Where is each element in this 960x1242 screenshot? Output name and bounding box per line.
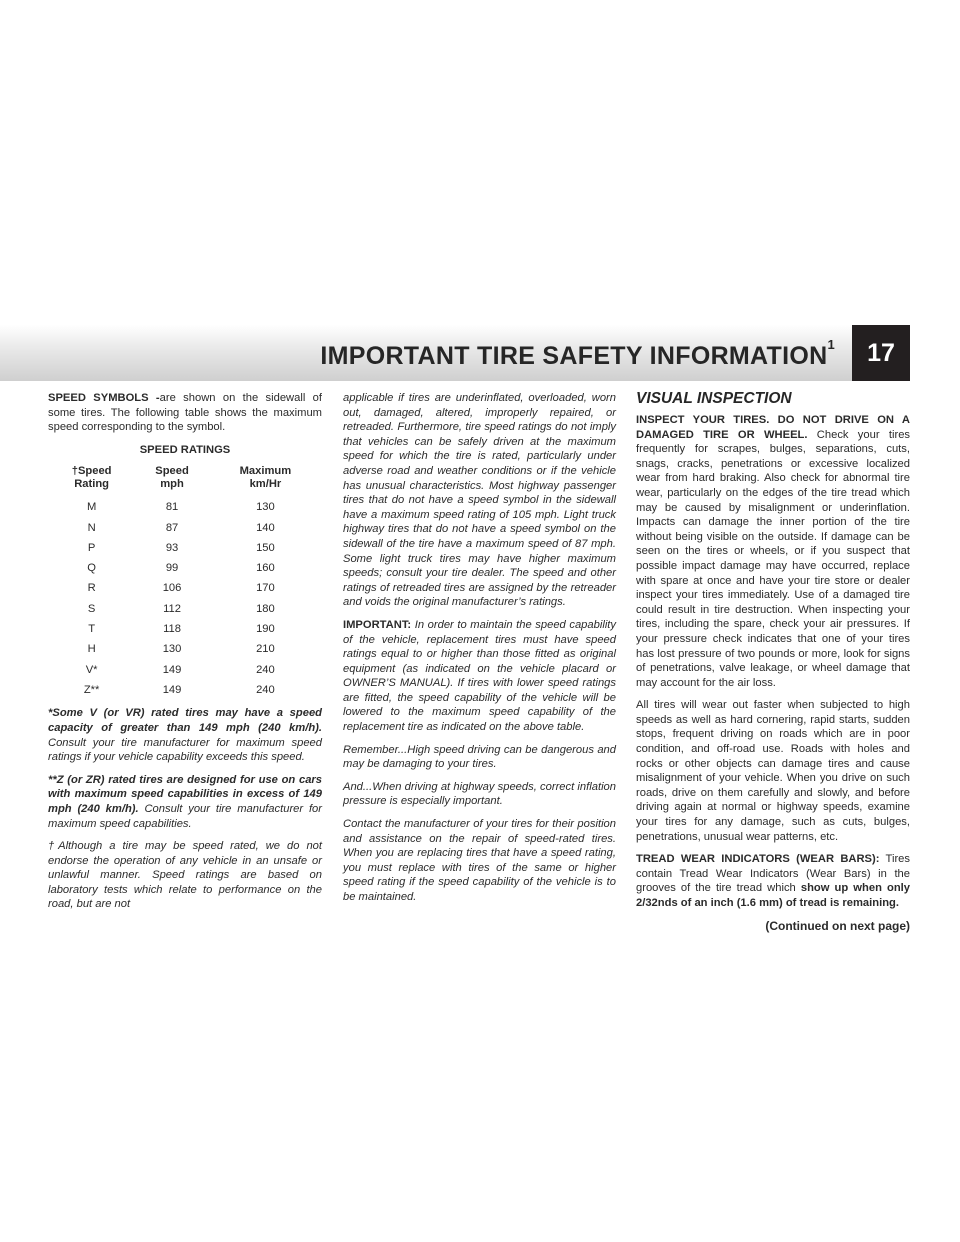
table-cell: 130 xyxy=(256,501,275,514)
table-cell: Z** xyxy=(83,683,100,696)
footnote-marker: 1 xyxy=(827,336,835,352)
table-cell: 210 xyxy=(256,643,275,656)
tread-wear-text: Tires contain Tread Wear Indicators (Wear Bars) in the grooves of the tire tread which xyxy=(636,853,910,895)
speed-rating-disclaimer: applicable if tires are underinflated, overloaded, worn out, damaged, altered, improperly repaired, or retreaded. Furthermore, tire speed ratings do not imply that vehicles can be safely driven at the maximum speed for which the tire is rated, particularly under adverse road and weather conditions or if the vehicle has unusual characteristics. Most highway passenger tires that do not have a speed symbol in the sidewall have a maximum speed rating of 105 mph. Light truck highway tires that do not have a speed symbol on the sidewall of the tire have a maximum speed of 87 mph. Some light truck tires may have higher maximum speeds; consult your tire dealer. The speed and other ratings of retreaded tires are assigned by the retreader and voids the original manufacturer’s ratings. xyxy=(343,392,616,609)
table-cell: 112 xyxy=(163,602,181,615)
table-cell: 240 xyxy=(256,663,275,676)
table-row xyxy=(48,558,322,578)
table-cell: 150 xyxy=(256,541,275,554)
column-header xyxy=(209,465,322,497)
table-cell: 160 xyxy=(256,562,275,575)
speed-symbols-text: are shown on the sidewall of some tires. The following table shows the maximum speed corresponding to the symbol. xyxy=(48,392,322,434)
table-cell: S xyxy=(87,602,96,615)
table-cell: R xyxy=(87,582,96,595)
table-body xyxy=(48,497,322,700)
note-v-rated xyxy=(48,706,322,764)
table-cell: V* xyxy=(85,663,98,676)
table-cell: H xyxy=(87,643,96,656)
table-cell: 130 xyxy=(162,643,182,656)
table-row xyxy=(48,579,322,599)
column-header-line: Speed xyxy=(155,465,189,478)
inspect-bold: INSPECT YOUR TIRES. DO NOT DRIVE ON A DAMAGED TIRE OR WHEEL. xyxy=(636,414,910,441)
table-cell: 81 xyxy=(165,501,179,514)
note-z-rated-text: Consult your tire manufacturer for maximum speed capabilities. xyxy=(48,802,323,830)
table-cell: 106 xyxy=(162,582,182,595)
speed-ratings-title: SPEED RATINGS xyxy=(139,443,231,456)
wear-paragraph: All tires will wear out faster when subjected to high speeds as well as hard cornering, rapid starts, sudden stops, frequent driving on roads which are in poor condition, and off-road use. Roads with holes and rocks or other objects can damage tires and cause misalignment of your vehicle. When you drive on such roads, drive on them carefully and slowly, and before driving again at normal or highway speeds, examine your tires for any damage, such as cuts, bulges, penetrations, unusual wear patterns, etc. xyxy=(636,699,910,843)
visual-inspection-heading: VISUAL INSPECTION xyxy=(636,390,792,407)
tread-wear-paragraph xyxy=(636,852,910,910)
highway-paragraph: And...When driving at highway speeds, correct inflation pressure is especially important. xyxy=(343,780,616,808)
table-cell: 149 xyxy=(162,683,182,696)
table-cell: M xyxy=(86,501,97,514)
speed-ratings-table xyxy=(48,465,322,700)
note-v-rated-bold: *Some V (or VR) rated tires may have a speed capacity of greater than 149 mph (240 km/h). xyxy=(48,707,322,734)
table-cell: 87 xyxy=(165,521,179,534)
note-v-rated-text: Consult your tire manufacturer for maximum speed ratings if your vehicle capability exceeds this speed. xyxy=(48,736,322,764)
continued-note: (Continued on next page) xyxy=(765,918,910,933)
remember-paragraph: Remember...High speed driving can be dangerous and may be damaging to your tires. xyxy=(343,743,616,771)
contact-paragraph: Contact the manufacturer of your tires for their position and assistance on the repair of speed-rated tires. When you are replacing tires that have a speed rating, you must replace with tires of the same or higher speed rating if the speed capability of the vehicle is to be maintained. xyxy=(343,818,616,903)
important-label: IMPORTANT: xyxy=(343,618,412,631)
note-z-rated-bold: **Z (or ZR) rated tires are designed for use on cars with maximum speed capabilities in excess of 149 mph (240 km/h). xyxy=(48,773,322,815)
column-header xyxy=(48,465,135,497)
page-number: 17 xyxy=(852,325,910,381)
column-header-line: mph xyxy=(160,478,184,491)
table-row xyxy=(48,497,322,517)
table-cell: P xyxy=(87,541,96,554)
note-dagger: †Although a tire may be speed rated, we do not endorse the operation of any vehicle in an unsafe or unlawful manner. Speed ratings are based on laboratory tests which relate to performance on the road, but are not xyxy=(48,840,322,911)
speed-symbols-label: SPEED SYMBOLS - xyxy=(48,392,160,404)
tread-wear-bold-end: show up when only 2/32nds of an inch (1.6 mm) of tread is remaining. xyxy=(636,882,910,909)
table-cell: 149 xyxy=(162,663,182,676)
column-header xyxy=(135,465,209,497)
table-cell: Q xyxy=(87,562,96,575)
inspect-text: Check your tires frequently for scrapes, bulges, separations, cuts, snags, cracks, penetrations or excessive localized wear from hard braking. Also check for abnormal tire wear, particularly on the edges of the tire tread which may be caused by misalignment or underinflation. Impacts can damage the inner portion of the tire without being visible on the outside. If damage can be seen on the tires or wheels, or if you suspect that possible impact damage may have occurred, replace with spare at once and have your tire store or dealer inspect your tires immediately. Use of a damaged tire could result in tire destruction. When inspecting your tires, including the spare, check your air pressures. If your pressure check indicates that one of your tires has lost pressure of two pounds or more, look for signs of penetrations, valve leakage, or wheel damage that may account for the air loss. xyxy=(636,428,911,689)
table-row xyxy=(48,619,322,639)
table-cell: N xyxy=(87,521,96,534)
column-header-line: †Speed xyxy=(71,465,112,478)
column-header-line: km/Hr xyxy=(249,478,282,491)
table-cell: 140 xyxy=(256,521,275,534)
table-row xyxy=(48,639,322,659)
important-paragraph xyxy=(343,618,616,735)
table-cell: 240 xyxy=(256,683,275,696)
table-row xyxy=(48,599,322,619)
table-cell: 170 xyxy=(256,582,275,595)
important-text: In order to maintain the speed capability of the vehicle, replacement tires must have speed ratings equal to or higher than those fitted as original equipment (as indicated on the vehicle placard or OWNER’S MANUAL). If tires with lower speed ratings are fitted, the speed capability of the vehicle will be lowered to the maximum speed capability of the replacement tire as indicated on the above table. xyxy=(343,618,617,734)
speed-symbols-paragraph xyxy=(48,391,322,435)
table-cell: 180 xyxy=(256,602,275,615)
table-cell: 190 xyxy=(256,623,275,635)
column-header-line: Maximum xyxy=(239,465,292,478)
note-z-rated xyxy=(48,773,322,831)
table-row xyxy=(48,518,322,538)
table-header-row xyxy=(48,465,322,497)
table-cell: 93 xyxy=(165,541,179,554)
page-title xyxy=(320,336,835,371)
page-title-text: IMPORTANT TIRE SAFETY INFORMATION xyxy=(320,342,828,370)
table-row xyxy=(48,538,322,558)
table-cell: T xyxy=(88,623,96,635)
tread-wear-label: TREAD WEAR INDICATORS (WEAR BARS): xyxy=(636,853,880,866)
column-right xyxy=(636,391,910,933)
table-cell: 118 xyxy=(163,623,181,635)
column-middle xyxy=(343,391,616,913)
table-row xyxy=(48,660,322,680)
column-header-line: Rating xyxy=(74,478,110,491)
column-left xyxy=(48,391,322,920)
table-row xyxy=(48,680,322,700)
inspect-paragraph xyxy=(636,413,910,690)
table-cell: 99 xyxy=(165,562,179,575)
